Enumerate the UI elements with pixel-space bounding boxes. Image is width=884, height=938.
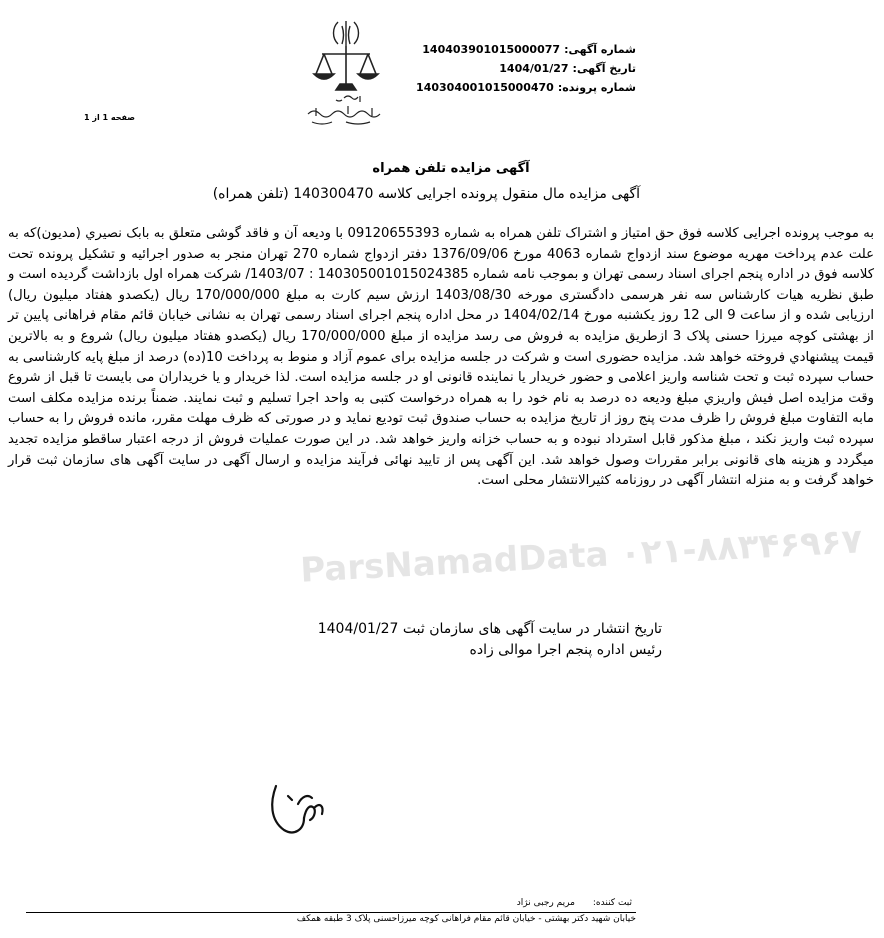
ad-number: 140403901015000077	[422, 43, 561, 56]
registered-by-name: مریم رجبی نژاد	[516, 898, 575, 908]
footer-address: خیابان شهید دکتر بهشتی - خیابان قائم مقام فراهانی کوچه میرزاحسنی پلاک 3 طبقه همکف	[296, 914, 636, 924]
publication-date-line: تاریخ انتشار در سایت آگهی های سازمان ثبت 1404/01/27	[317, 621, 662, 637]
ad-date-label: تاریخ آگهی:	[572, 62, 636, 75]
iran-emblem-scales-of-justice-icon	[286, 18, 406, 130]
page-number: صفحه 1 از 1	[84, 113, 135, 122]
ad-date: 1404/01/27	[499, 62, 569, 75]
file-number-label: شماره پرونده:	[557, 81, 636, 94]
signer-line: رئیس اداره پنجم اجرا موالی زاده	[469, 642, 662, 658]
notice-body-paragraph: به موجب پرونده اجرایی کلاسه فوق حق امتیاز و اشتراک تلفن همراه به شماره 09120655393 با ودیعه آن و فاقد گوشی متعلق به بابک نصیري (مدیون)كه به علت عدم پرداخت مهریه موضوع سند ازدواج شماره 4063 مورخ 1376/09/06 دفتر ازدواج شماره 270 تهران منجر به صدور اجرائیه و تشکیل پرونده تحت کلاسه فوق در اداره پنجم اجرای اسناد رسمی تهران و بموجب نامه شماره 140305001015024385 : 1403/07/ شرکت همراه اول بازداشت گردیده است و طبق نظریه هیات کارشناس سه نفر هرسمی دادگستری مورخه 1403/08/30 ارزش سیم کارت به مبلغ 170/000/000 ریال (یکصدو هفتاد میلیون ریال) ارزیابی شده و از ساعت 9 الی 12 روز یکشنبه مورخ 1404/02/14 در محل اداره پنجم اجرای اسناد رسمی تهران به نشانی خیابان قائم مقام فراهانی پایین تر از بهشتی کوچه میرزا حسنی پلاک 3 ازطریق مزایده به فروش می رسد مزایده از مبلغ 170/000/000 ریال (یکصدو هفتاد میلیون ریال) شروع و به بالاترین قیمت پیشنهادي فروخته خواهد شد. مزایده حضوری است و شرکت در جلسه مزایده برای عموم آزاد و منوط به پرداخت 10(ده) درصد از مبلغ پایه کارشناسی به حساب سپرده ثبت و تحت شناسه واریز اعلامی و حضور خریدار یا نماینده قانونی او در جلسه مزایده است. لذا خریدار و یا خریداران می بایست تا قبل از شروع وقت مزایده اصل فیش واریزي مبلغ ودیعه ده درصد به نام خود را به همراه درخواست کتبی به واحد اجرا تسلیم و ثبت نمایند. ضمناً برنده مزایده مکلف است مابه التفاوت مبلغ فروش را ظرف مدت پنج روز از تاریخ مزایده به حساب صندوق ثبت تودیع نماید و در صورتی که ظرف مهلت مقرر، مانده فروش را به حساب سپرده ثبت واریز نکند ، مبلغ مذکور قابل استرداد نبوده و به حساب خزانه واریز خواهد شد. در این صورت عملیات فروش از درجه اعتبار ساقطو مزایده تجدید میگردد و هزینه های قانونی برابر مقررات وصول خواهد شد. این آگهی پس از تایید نهائی فرآیند مزایده و ارسال آگهی در سایت آگهی های سازمان ثبت قرار خواهد گرفت و به منزله انتشار آگهی در روزنامه کثیرالانتشار محلی است.	[8, 226, 875, 489]
ad-date-row	[376, 62, 636, 75]
file-number-row	[376, 81, 636, 94]
registered-by-label: ثبت کننده:	[592, 898, 632, 908]
handwritten-signature-icon	[258, 746, 342, 842]
registered-by	[517, 898, 632, 908]
notice-subtitle: آگهی مزایده مال منقول پرونده اجرایی کلاسه 140300470 (تلفن همراه)	[212, 186, 640, 202]
watermark: ParsNamadData ۰۲۱-۸۸۳۴۶۹۶۷	[299, 521, 864, 591]
notice-body	[8, 224, 874, 492]
organization-logo	[286, 18, 406, 130]
ad-number-label: شماره آگهی:	[564, 43, 636, 56]
notice-title: آگهی مزایده تلفن همراه	[372, 161, 530, 176]
footer-divider	[26, 912, 636, 913]
ad-number-row	[376, 43, 636, 56]
file-number: 140304001015000470	[416, 81, 554, 94]
